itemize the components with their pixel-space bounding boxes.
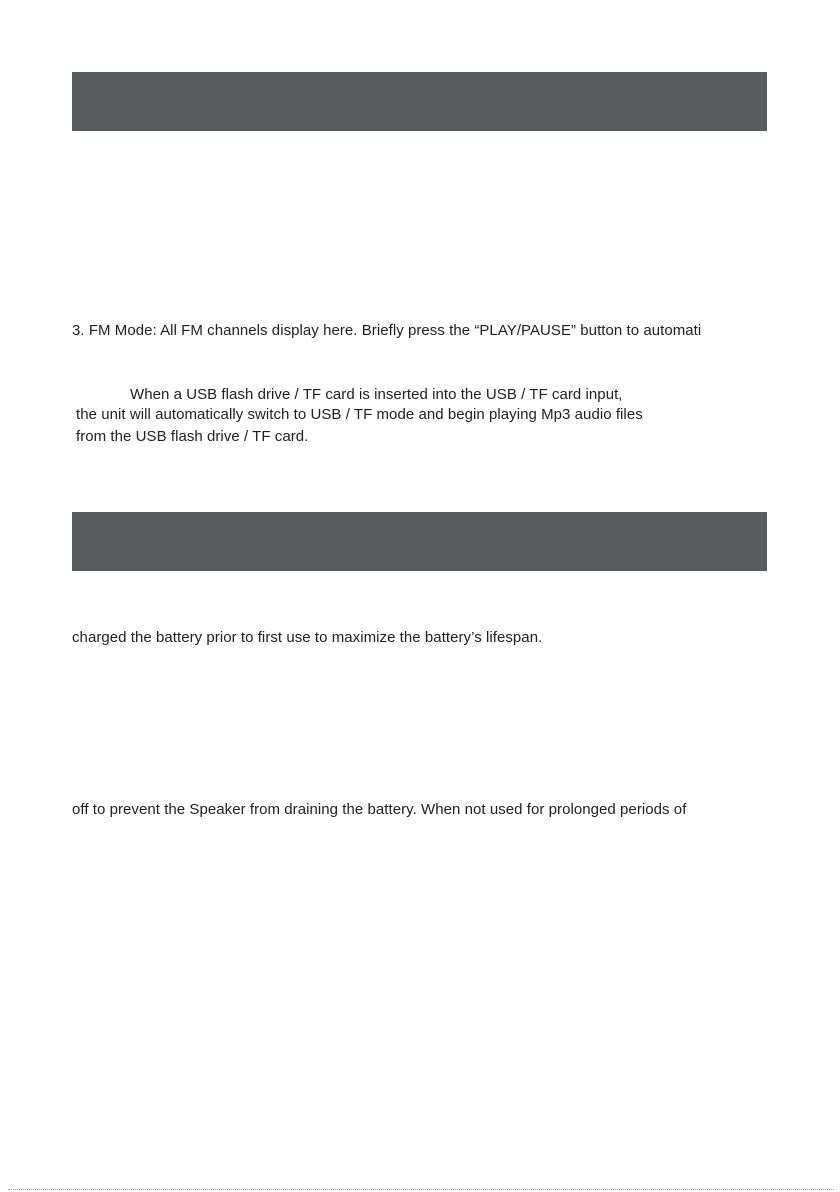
section-header-band-1 (72, 72, 767, 131)
usb-mode-line-2: the unit will automatically switch to USB / TF mode and begin playing Mp3 audio files (76, 406, 643, 423)
usb-mode-line-3: from the USB flash drive / TF card. (76, 428, 309, 445)
usb-mode-line-1: When a USB flash drive / TF card is inserted into the USB / TF card input, (130, 386, 623, 403)
fm-mode-text: 3. FM Mode: All FM channels display here. Briefly press the “PLAY/PAUSE” button to automati (72, 322, 702, 339)
page-bottom-divider (8, 1189, 834, 1190)
battery-charge-text: charged the battery prior to first use to maximize the battery’s lifespan. (72, 629, 543, 646)
section-header-band-2 (72, 512, 767, 571)
battery-power-off-text: off to prevent the Speaker from draining the battery. When not used for prolonged periods of (72, 801, 687, 818)
